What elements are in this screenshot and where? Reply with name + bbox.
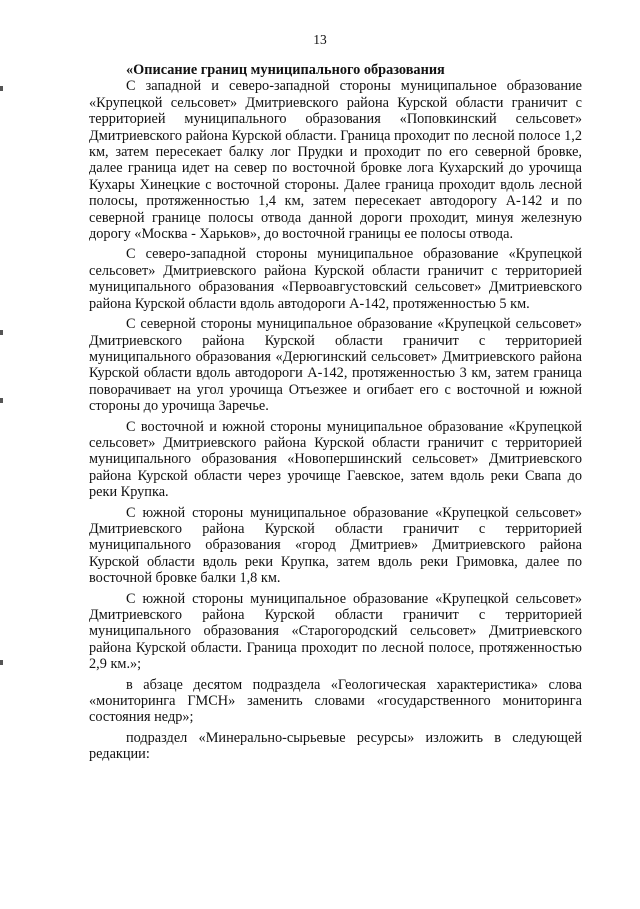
- page-number: 13: [313, 32, 327, 47]
- paragraph-geology-amendment: в абзаце десятом подраздела «Геологическая характеристика» слова «мониторинга ГМСН» заменить словами «государственного мониторинга состояния недр»;: [89, 676, 582, 726]
- margin-mark: [0, 86, 3, 91]
- paragraph-south-boundary-starogorodsky: С южной стороны муниципальное образование «Крупецкой сельсовет» Дмитриевского района Курской области граничит с территорией муниципального образования «Старогородский сельсовет» Дмитриевского района Курской области. Граница проходит по лесной полосе, протяженностью 2,9 км.»;: [89, 590, 582, 673]
- paragraph-north-boundary: С северной стороны муниципальное образование «Крупецкой сельсовет» Дмитриевского района Курской области граничит с территорией муниципального образования «Дерюгинский сельсовет» Дмитриевского района Курской области вдоль автодороги А-142, протяженностью 3 км, затем граница поворачивает на угол урочища Отъезжее и огибает его с восточной и южной стороны до урочища Заречье.: [89, 316, 582, 415]
- paragraph-east-south-boundary: С восточной и южной стороны муниципальное образование «Крупецкой сельсовет» Дмитриевского района Курской области граничит с территорией муниципального образования «Новопершинский сельсовет» Дмитриевского района Курской области через урочище Гаевское, затем вдоль реки Свапа до реки Крупка.: [89, 418, 582, 501]
- paragraph-south-boundary-dmitriev: С южной стороны муниципальное образование «Крупецкой сельсовет» Дмитриевского района Курской области граничит с территорией муниципального образования «город Дмитриев» Дмитриевского района Курской области вдоль реки Крупка, затем вдоль реки Гримовка, далее по восточной бровке балки 1,8 км.: [89, 504, 582, 587]
- section-heading: «Описание границ муниципального образования: [126, 62, 445, 78]
- margin-mark: [0, 660, 3, 665]
- paragraph-west-boundary: С западной и северо-западной стороны муниципальное образование «Крупецкой сельсовет» Дмитриевского района Курской области граничит с территорией муниципального образования «Поповкинский сельсовет» Дмитриевского района Курской области. Граница проходит по лесной полосе 1,2 км, затем пересекает балку лог Прудки и проходит по его северной бровке, далее граница идет на север по восточной бровке лога Кухарский до урочища Кухары Хинецкие с восточной стороны. Далее граница проходит вдоль лесной полосы, протяженностью 1,4 км, затем пересекает автодорогу А-142 и по северной границе полосы отвода данной дороги проходит, минуя железную дорогу «Москва - Харьков», до восточной границы ее полосы отвода.: [89, 78, 582, 243]
- paragraph-northwest-boundary: С северо-западной стороны муниципальное образование «Крупецкой сельсовет» Дмитриевского района Курской области граничит с территорией муниципального образования «Первоавгустовский сельсовет» Дмитриевского района Курской области вдоль автодороги А-142, протяженностью 5 км.: [89, 246, 582, 312]
- margin-mark: [0, 398, 3, 403]
- paragraph-mineral-resources-amendment: подраздел «Минерально-сырьевые ресурсы» изложить в следующей редакции:: [89, 729, 582, 763]
- margin-mark: [0, 330, 3, 335]
- document-body: [89, 62, 582, 767]
